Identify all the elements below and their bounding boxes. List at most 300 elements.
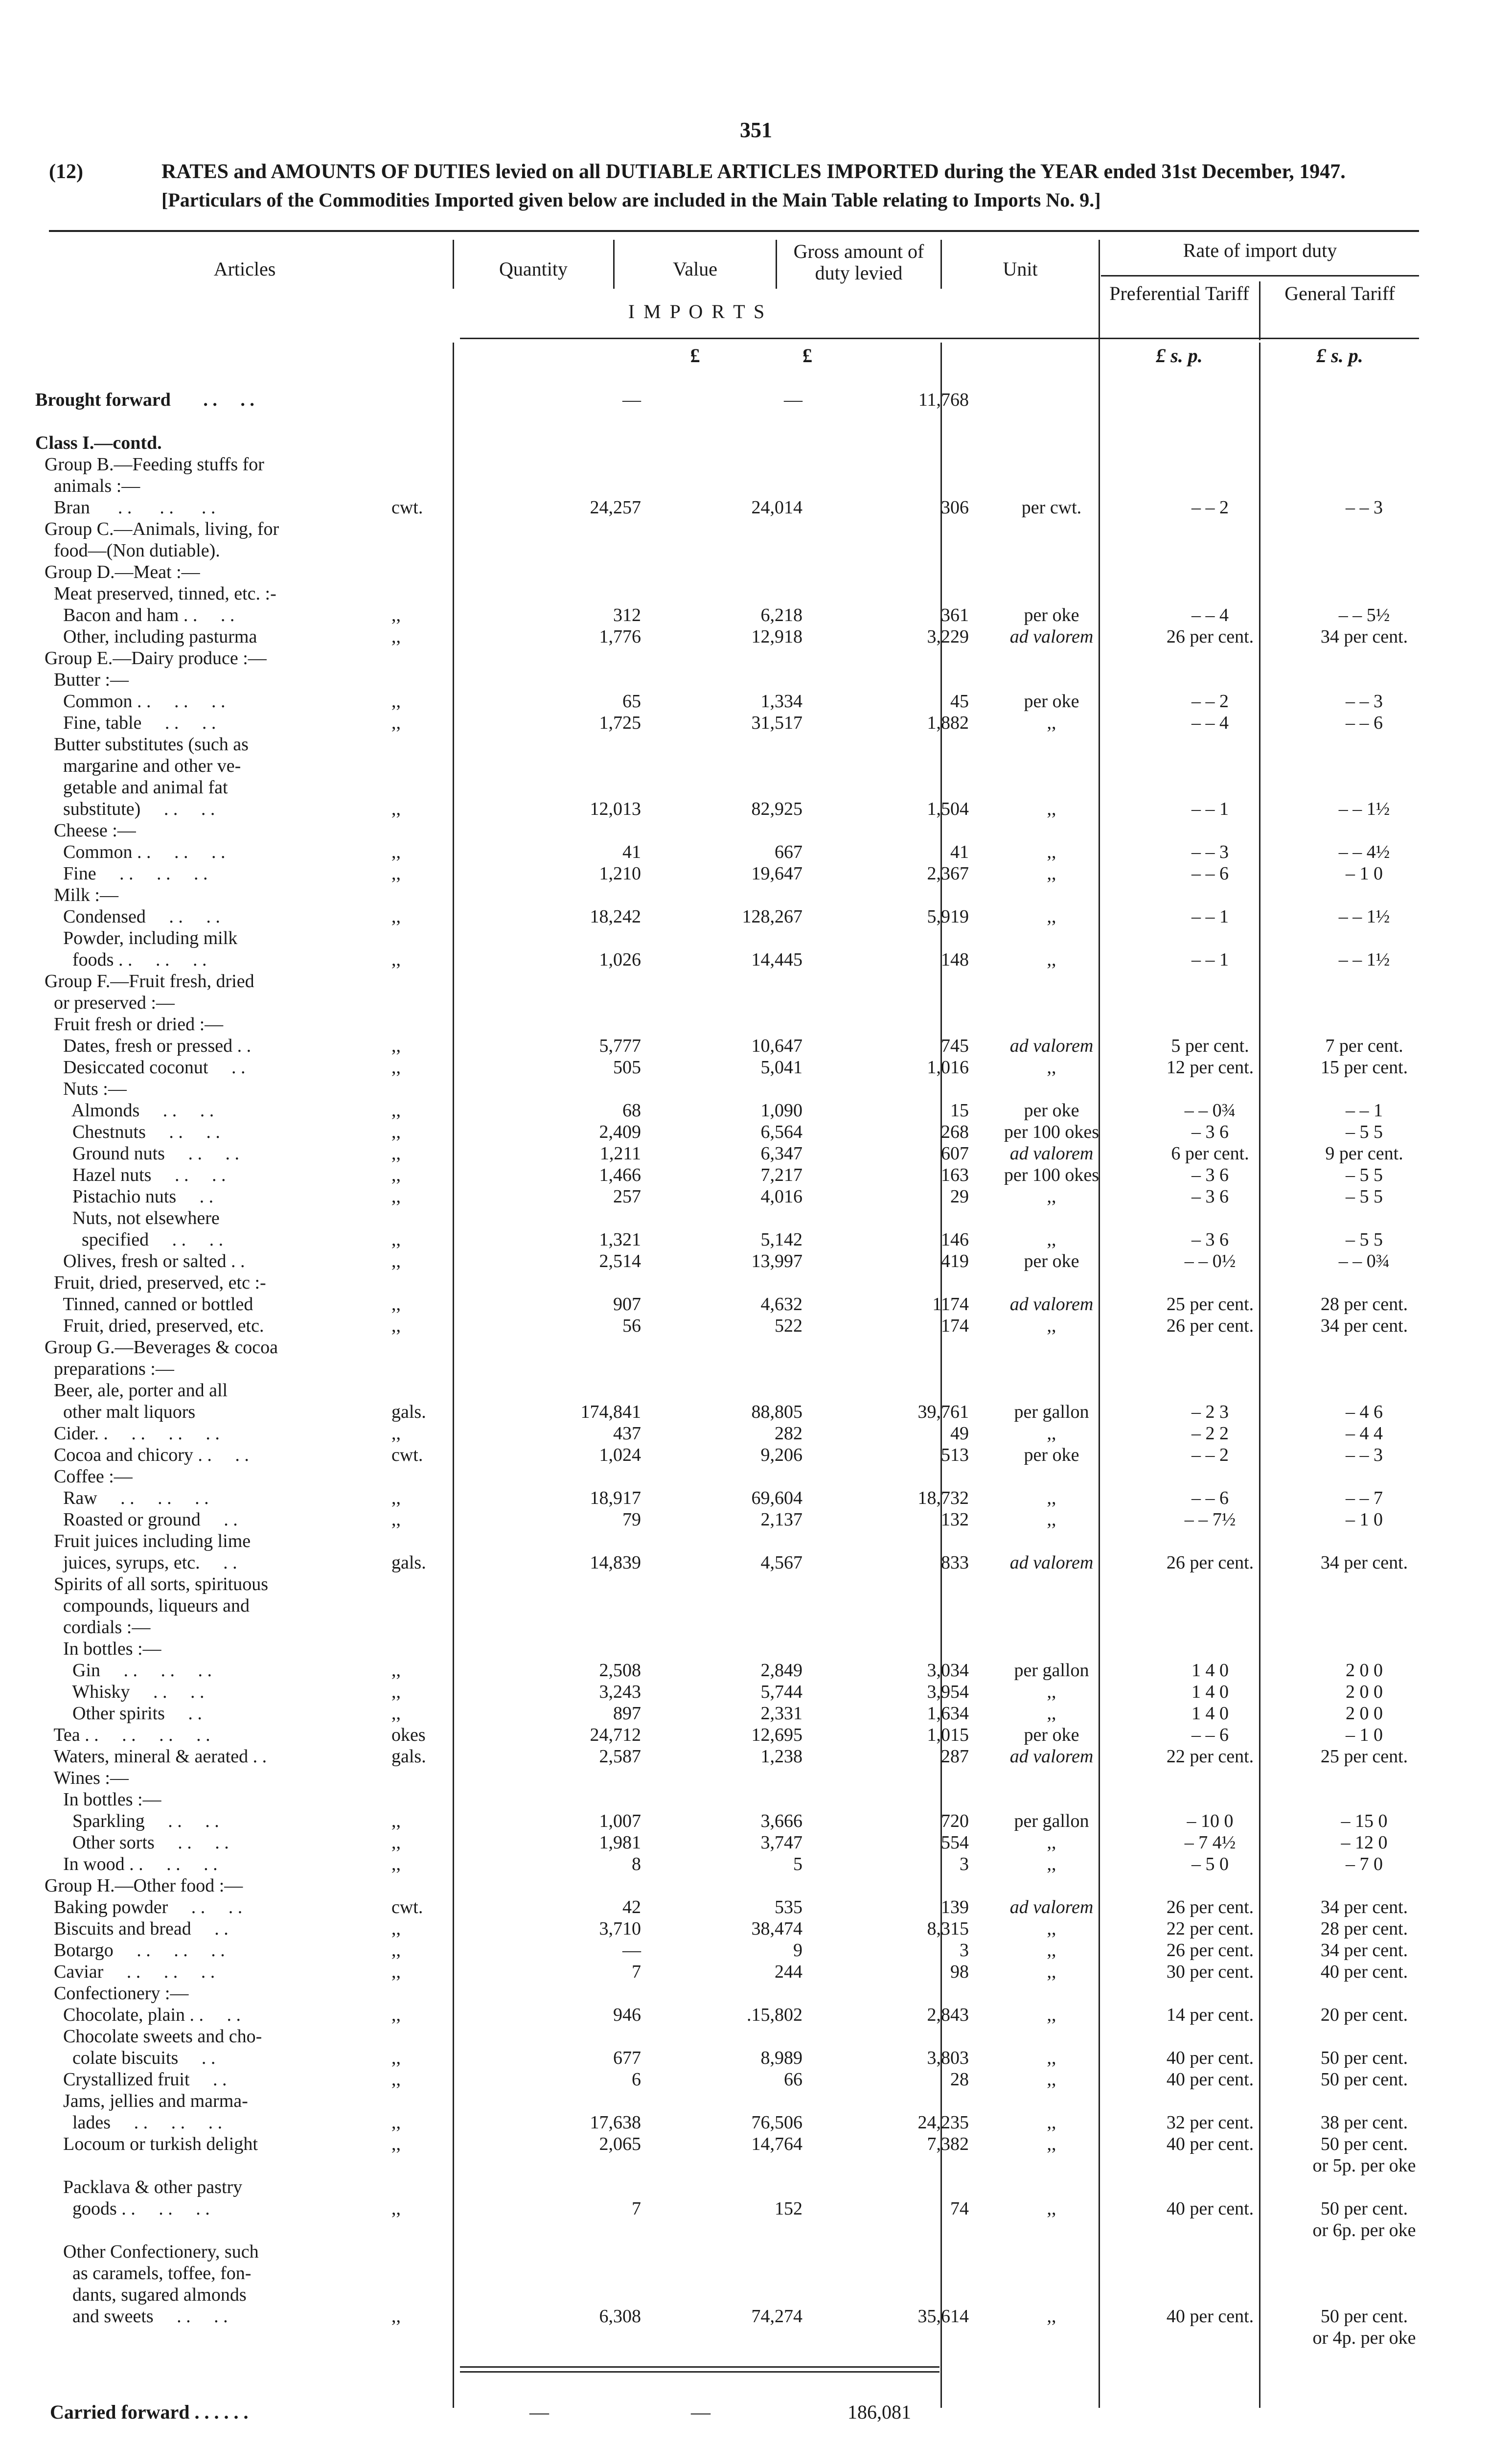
table-row — [35, 1875, 1438, 1896]
value-cell — [647, 2284, 807, 2306]
preferential-rate-cell — [1129, 1337, 1291, 1358]
table-row — [35, 755, 1438, 777]
article-cell: Packlava & other pastry — [35, 2177, 243, 2197]
table-row — [35, 2026, 1438, 2047]
unit-of-quantity-cell: ,, — [391, 691, 401, 712]
gross-duty-cell: 98 — [950, 1962, 969, 1982]
table-row — [35, 475, 1438, 497]
value-cell: 6,218 — [760, 605, 802, 625]
unit-of-quantity-cell — [391, 2219, 495, 2241]
quantity-cell: 2,508 — [599, 1660, 641, 1681]
duty-unit-cell: ,, — [1047, 906, 1056, 927]
unit-of-quantity-cell — [391, 927, 495, 949]
quantity-cell — [495, 1207, 647, 1229]
unit-of-quantity-cell: ,, — [391, 1660, 401, 1681]
value-cell: 667 — [775, 842, 802, 862]
duty-unit-cell — [974, 1337, 1129, 1358]
unit-of-quantity-cell: ,, — [391, 1423, 401, 1444]
value-cell: 7,217 — [760, 1165, 802, 1185]
unit-of-quantity-cell — [391, 1875, 495, 1896]
value-cell — [647, 820, 807, 841]
value-cell — [647, 777, 807, 798]
unit-of-quantity-cell — [391, 647, 495, 669]
article-cell: preparations :— — [35, 1359, 174, 1379]
value-cell: 5,744 — [760, 1682, 802, 1702]
gross-duty-cell: 720 — [941, 1811, 969, 1831]
table-row — [35, 1229, 1438, 1250]
gross-duty-cell — [807, 1358, 974, 1380]
quantity-cell: 1,321 — [599, 1229, 641, 1250]
gross-duty-cell — [807, 1380, 974, 1401]
quantity-cell — [495, 561, 647, 583]
preferential-rate-cell — [1129, 2284, 1291, 2306]
duty-unit-cell — [974, 2327, 1129, 2349]
preferential-rate-cell: – 10 0 — [1187, 1811, 1234, 1831]
preferential-rate-cell — [1129, 1078, 1291, 1100]
general-rate-cell: 50 per cent. — [1320, 2069, 1408, 2090]
duty-unit-cell — [974, 583, 1129, 604]
gross-duty-cell — [807, 992, 974, 1014]
table-row — [35, 1939, 1438, 1961]
duty-unit-cell — [974, 2241, 1129, 2262]
quantity-cell: 1,210 — [599, 863, 641, 884]
unit-of-quantity-cell: ,, — [391, 863, 401, 884]
value-cell: 74,274 — [751, 2306, 802, 2327]
value-cell — [647, 1638, 807, 1660]
general-rate-cell: or 5p. per oke — [1312, 2155, 1416, 2176]
table-row — [35, 1401, 1438, 1423]
quantity-cell — [495, 884, 647, 906]
duty-unit-cell — [974, 669, 1129, 691]
value-cell — [647, 1078, 807, 1100]
duty-unit-cell: ,, — [1047, 1423, 1056, 1444]
general-rate-cell — [1291, 927, 1438, 949]
table-row — [35, 1272, 1438, 1293]
quantity-cell — [495, 1337, 647, 1358]
article-cell: animals :— — [35, 476, 140, 496]
quantity-cell: 7 — [632, 2198, 641, 2219]
preferential-rate-cell: 25 per cent. — [1166, 1294, 1254, 1315]
gross-duty-cell — [807, 2219, 974, 2241]
unit-of-quantity-cell: ,, — [391, 1143, 401, 1164]
gross-duty-cell — [807, 2284, 974, 2306]
general-rate-cell — [1291, 1595, 1438, 1616]
unit-of-quantity-cell — [391, 1358, 495, 1380]
unit-of-quantity-cell — [391, 1616, 495, 1638]
general-rate-cell — [1291, 1875, 1438, 1896]
gross-duty-cell — [807, 777, 974, 798]
table-subtitle: [Particulars of the Commodities Imported given below are included in the Main Table relating to Imports No. 9.] — [161, 189, 1101, 211]
general-rate-cell: – 4 6 — [1346, 1402, 1383, 1422]
value-cell — [647, 1875, 807, 1896]
article-cell: Baking powder . . . . — [35, 1897, 243, 1917]
unit-of-quantity-cell — [391, 1272, 495, 1293]
article-cell: Beer, ale, porter and all — [35, 1380, 228, 1401]
article-cell: and sweets . . . . — [35, 2306, 228, 2327]
general-rate-cell — [1291, 2284, 1438, 2306]
gross-duty-cell: 174 — [941, 1316, 969, 1336]
general-rate-cell — [1291, 1573, 1438, 1595]
table-row — [35, 432, 1438, 454]
general-rate-cell: 34 per cent. — [1320, 1552, 1408, 1573]
gross-duty-cell: 268 — [941, 1122, 969, 1142]
duty-unit-cell — [974, 1078, 1129, 1100]
general-rate-cell — [1291, 411, 1438, 432]
preferential-rate-cell: – – 3 — [1191, 842, 1229, 862]
quantity-cell — [495, 1014, 647, 1035]
gross-duty-cell — [807, 411, 974, 432]
quantity-cell: 2,514 — [599, 1251, 641, 1271]
unit-of-quantity-cell: ,, — [391, 1811, 401, 1831]
table-row — [35, 540, 1438, 561]
preferential-rate-cell: – 3 6 — [1191, 1122, 1229, 1142]
value-cell — [647, 2176, 807, 2198]
quantity-cell — [495, 1616, 647, 1638]
table-row — [35, 561, 1438, 583]
header-articles: Articles — [213, 258, 276, 280]
general-rate-cell: 50 per cent. — [1320, 2198, 1408, 2219]
value-cell — [647, 734, 807, 755]
gross-duty-cell — [807, 475, 974, 497]
article-cell: Powder, including milk — [35, 928, 238, 948]
unit-of-quantity-cell — [391, 1207, 495, 1229]
quantity-cell — [495, 927, 647, 949]
article-cell: Group D.—Meat :— — [35, 562, 200, 582]
quantity-cell: — — [622, 1940, 641, 1961]
preferential-rate-cell — [1129, 561, 1291, 583]
article-cell: substitute) . . . . — [35, 799, 215, 819]
quantity-cell: 17,638 — [590, 2112, 641, 2133]
value-cell: 76,506 — [751, 2112, 802, 2133]
table-row — [35, 2176, 1438, 2198]
general-rate-cell — [1291, 734, 1438, 755]
preferential-rate-cell: 40 per cent. — [1166, 2069, 1254, 2090]
header-unit: Unit — [1003, 258, 1038, 280]
unit-of-quantity-cell — [391, 432, 495, 454]
general-rate-cell: 28 per cent. — [1320, 1294, 1408, 1315]
general-rate-cell: or 4p. per oke — [1312, 2328, 1416, 2348]
gross-duty-cell: 11,768 — [918, 390, 969, 410]
article-cell: Caviar . . . . . . — [35, 1962, 215, 1982]
duty-unit-cell — [974, 475, 1129, 497]
unit-of-quantity-cell: ,, — [391, 1251, 401, 1271]
article-cell: Tea . . . . . . . . — [35, 1725, 210, 1745]
quantity-cell: 41 — [622, 842, 641, 862]
col-divider — [776, 240, 777, 289]
duty-unit-cell: ,, — [1047, 1509, 1056, 1530]
quantity-cell — [495, 2241, 647, 2262]
quantity-cell: 3,243 — [599, 1682, 641, 1702]
general-rate-cell — [1291, 475, 1438, 497]
duty-unit-cell — [974, 389, 1129, 411]
preferential-rate-cell: – – 1 — [1191, 799, 1229, 819]
quantity-cell: 79 — [622, 1509, 641, 1530]
preferential-rate-cell — [1129, 1595, 1291, 1616]
general-rate-cell — [1291, 1789, 1438, 1810]
table-row — [35, 992, 1438, 1014]
table-row — [35, 2198, 1438, 2219]
article-cell: lades . . . . . . — [35, 2112, 223, 2133]
preferential-rate-cell — [1129, 820, 1291, 841]
quantity-cell — [495, 755, 647, 777]
value-cell — [647, 1530, 807, 1552]
value-cell: 3,666 — [760, 1811, 802, 1831]
general-rate-cell — [1291, 2262, 1438, 2284]
general-rate-cell: – 1 0 — [1346, 1509, 1383, 1530]
duty-unit-cell: per 100 okes — [1004, 1122, 1100, 1142]
table-row — [35, 1100, 1438, 1121]
value-cell: 14,445 — [751, 949, 802, 970]
duty-unit-cell: ,, — [1047, 2048, 1056, 2068]
duty-unit-cell — [974, 2026, 1129, 2047]
preferential-rate-cell — [1129, 884, 1291, 906]
gross-duty-cell: 2,367 — [927, 863, 969, 884]
table-title — [49, 162, 1458, 182]
value-cell: 5,142 — [760, 1229, 802, 1250]
gross-duty-cell: 29 — [950, 1186, 969, 1207]
value-cell: 1,334 — [760, 691, 802, 712]
general-rate-cell — [1291, 561, 1438, 583]
preferential-rate-cell — [1129, 1014, 1291, 1035]
duty-unit-cell: ,, — [1047, 1703, 1056, 1724]
article-cell: Gin . . . . . . — [35, 1660, 212, 1681]
duty-unit-cell — [974, 755, 1129, 777]
header-preferential: Preferential Tariff — [1109, 282, 1249, 304]
gross-duty-cell — [807, 669, 974, 691]
preferential-rate-cell — [1129, 389, 1291, 411]
unit-of-quantity-cell — [391, 518, 495, 540]
article-cell: Bacon and ham . . . . — [35, 605, 235, 625]
quantity-cell — [495, 1380, 647, 1401]
table-row — [35, 2090, 1438, 2112]
table-row — [35, 1552, 1438, 1573]
duty-unit-cell: ,, — [1047, 2069, 1056, 2090]
value-cell — [647, 1337, 807, 1358]
article-cell: goods . . . . . . — [35, 2198, 210, 2219]
duty-unit-cell — [974, 2090, 1129, 2112]
general-rate-cell: – – 5½ — [1338, 605, 1390, 625]
unit-of-quantity-cell — [391, 540, 495, 561]
gross-duty-cell: 15 — [950, 1100, 969, 1121]
gross-duty-cell — [807, 583, 974, 604]
preferential-rate-cell — [1129, 970, 1291, 992]
duty-unit-cell — [974, 2176, 1129, 2198]
article-cell: Butter :— — [35, 669, 129, 690]
preferential-rate-cell: 32 per cent. — [1166, 2112, 1254, 2133]
article-cell: Nuts, not elsewhere — [35, 1208, 220, 1228]
preferential-rate-cell: – 3 6 — [1191, 1229, 1229, 1250]
preferential-rate-cell — [1129, 583, 1291, 604]
unit-of-quantity-cell — [391, 2327, 495, 2349]
gross-duty-cell — [807, 970, 974, 992]
value-cell: .15,802 — [747, 2005, 802, 2025]
unit-of-quantity-cell: ,, — [391, 1186, 401, 1207]
quantity-cell — [495, 2155, 647, 2176]
gross-duty-cell: 24,235 — [917, 2112, 969, 2133]
quantity-cell: 68 — [622, 1100, 641, 1121]
quantity-cell: 1,211 — [599, 1143, 641, 1164]
preferential-rate-cell: 22 per cent. — [1166, 1746, 1254, 1767]
table-row — [35, 863, 1438, 884]
unit-of-quantity-cell: ,, — [391, 906, 401, 927]
page-number: 351 — [740, 118, 772, 142]
table-row — [35, 1293, 1438, 1315]
gross-duty-cell: 18,732 — [917, 1488, 969, 1508]
preferential-rate-cell: 5 per cent. — [1171, 1036, 1249, 1056]
duty-unit-cell: ,, — [1047, 1854, 1056, 1874]
value-unit-label: £ — [690, 345, 700, 367]
duty-unit-cell — [974, 1014, 1129, 1035]
preferential-rate-cell — [1129, 777, 1291, 798]
general-rate-cell: 50 per cent. — [1320, 2048, 1408, 2068]
duty-unit-cell: ,, — [1047, 2198, 1056, 2219]
preferential-rate-cell: – 5 0 — [1191, 1854, 1229, 1874]
duty-unit-cell: per gallon — [1014, 1402, 1089, 1422]
table-row — [35, 906, 1438, 927]
preferential-rate-cell — [1129, 475, 1291, 497]
article-cell: Sparkling . . . . — [35, 1811, 219, 1831]
article-cell: Other, including pasturma — [35, 626, 257, 647]
preferential-rate-cell: – 7 4½ — [1184, 1832, 1236, 1853]
preferential-rate-cell — [1129, 647, 1291, 669]
table-row — [35, 2047, 1438, 2069]
article-cell: getable and animal fat — [35, 777, 228, 798]
article-cell: Group E.—Dairy produce :— — [35, 648, 267, 669]
general-rate-cell: 28 per cent. — [1320, 1918, 1408, 1939]
value-cell: 3,747 — [760, 1832, 802, 1853]
general-rate-cell: 34 per cent. — [1320, 626, 1408, 647]
gross-duty-cell: 513 — [941, 1445, 969, 1465]
gross-duty-cell: 49 — [950, 1423, 969, 1444]
duty-unit-cell — [974, 1380, 1129, 1401]
quantity-cell: 18,917 — [590, 1488, 641, 1508]
article-cell: In wood . . . . . . — [35, 1854, 218, 1874]
gross-duty-cell — [807, 1530, 974, 1552]
preferential-rate-cell: 26 per cent. — [1166, 1897, 1254, 1917]
gross-duty-cell — [807, 1573, 974, 1595]
value-cell: 38,474 — [751, 1918, 802, 1939]
duty-unit-cell: ,, — [1047, 1316, 1056, 1336]
unit-of-quantity-cell — [391, 1789, 495, 1810]
value-cell — [647, 2262, 807, 2284]
preferential-rate-cell — [1129, 432, 1291, 454]
preferential-rate-cell: – – 6 — [1191, 1725, 1229, 1745]
value-cell: 10,647 — [751, 1036, 802, 1056]
preferential-rate-cell: 40 per cent. — [1166, 2198, 1254, 2219]
table-row — [35, 970, 1438, 992]
duty-unit-cell: ,, — [1047, 1682, 1056, 1702]
article-cell: Common . . . . . . — [35, 842, 226, 862]
table-row — [35, 1380, 1438, 1401]
gross-duty-cell — [807, 2176, 974, 2198]
unit-of-quantity-cell — [391, 820, 495, 841]
unit-of-quantity-cell — [391, 1380, 495, 1401]
value-cell — [647, 540, 807, 561]
table-row — [35, 2155, 1438, 2176]
preferential-rate-cell: – – 7½ — [1184, 1509, 1236, 1530]
value-cell: 2,137 — [760, 1509, 802, 1530]
value-cell: 69,604 — [751, 1488, 802, 1508]
preferential-rate-cell — [1129, 755, 1291, 777]
preferential-rate-cell — [1129, 2155, 1291, 2176]
quantity-cell — [495, 669, 647, 691]
gross-duty-cell — [807, 1789, 974, 1810]
quantity-cell: 1,776 — [599, 626, 641, 647]
duty-unit-cell — [974, 518, 1129, 540]
preferential-rate-cell: – – 4 — [1191, 713, 1229, 733]
gross-duty-cell: 45 — [950, 691, 969, 712]
preferential-rate-cell: 26 per cent. — [1166, 1940, 1254, 1961]
quantity-cell: 1,024 — [599, 1445, 641, 1465]
gross-duty-cell — [807, 1595, 974, 1616]
duty-unit-cell: ,, — [1047, 1832, 1056, 1853]
table-reference: (12) — [49, 161, 83, 183]
table-row — [35, 1961, 1438, 1983]
general-rate-cell — [1291, 2241, 1438, 2262]
header-general: General Tariff — [1284, 282, 1395, 304]
value-cell — [647, 755, 807, 777]
gross-duty-cell — [807, 2262, 974, 2284]
table-row — [35, 841, 1438, 863]
preferential-rate-cell — [1129, 992, 1291, 1014]
quantity-cell: 42 — [622, 1897, 641, 1917]
preferential-rate-cell — [1129, 1983, 1291, 2004]
preferential-rate-cell — [1129, 734, 1291, 755]
table-row — [35, 1035, 1438, 1057]
article-cell: Tinned, canned or bottled — [35, 1294, 253, 1315]
rate-divider-rule — [1101, 275, 1419, 277]
duty-unit-cell: per oke — [1024, 605, 1079, 625]
table-row — [35, 1703, 1438, 1724]
gen-unit-label: £ s. p. — [1316, 345, 1363, 367]
unit-of-quantity-cell — [391, 992, 495, 1014]
unit-of-quantity-cell: ,, — [391, 1229, 401, 1250]
quantity-cell — [495, 1078, 647, 1100]
article-cell: In bottles :— — [35, 1789, 161, 1810]
gross-duty-cell — [807, 432, 974, 454]
general-rate-cell — [1291, 1616, 1438, 1638]
table-row — [35, 1164, 1438, 1186]
value-cell: 9 — [793, 1940, 802, 1961]
gross-duty-cell: 833 — [941, 1552, 969, 1573]
general-rate-cell — [1291, 669, 1438, 691]
duty-unit-cell: ,, — [1047, 2306, 1056, 2327]
general-rate-cell: – – 1½ — [1338, 799, 1390, 819]
article-cell: Confectionery :— — [35, 1983, 189, 2004]
gross-duty-cell: 419 — [941, 1251, 969, 1271]
gross-duty-cell — [807, 454, 974, 475]
gross-duty-cell: 148 — [941, 949, 969, 970]
duty-unit-cell — [974, 884, 1129, 906]
table-row — [35, 2262, 1438, 2284]
general-rate-cell — [1291, 970, 1438, 992]
unit-of-quantity-cell: ,, — [391, 1940, 401, 1961]
article-cell — [35, 2219, 391, 2241]
quantity-cell — [495, 2026, 647, 2047]
gross-duty-cell: 306 — [941, 497, 969, 518]
value-cell — [647, 927, 807, 949]
article-cell: Group H.—Other food :— — [35, 1875, 243, 1896]
preferential-rate-cell — [1129, 2327, 1291, 2349]
article-cell: Class I.—contd. — [35, 433, 162, 453]
general-rate-cell: 20 per cent. — [1320, 2005, 1408, 2025]
duty-unit-cell: ,, — [1047, 713, 1056, 733]
unit-of-quantity-cell — [391, 1573, 495, 1595]
gross-duty-cell: 1,016 — [927, 1057, 969, 1078]
general-rate-cell — [1291, 518, 1438, 540]
duty-unit-cell: per cwt. — [1021, 497, 1082, 518]
general-rate-cell — [1291, 1767, 1438, 1789]
